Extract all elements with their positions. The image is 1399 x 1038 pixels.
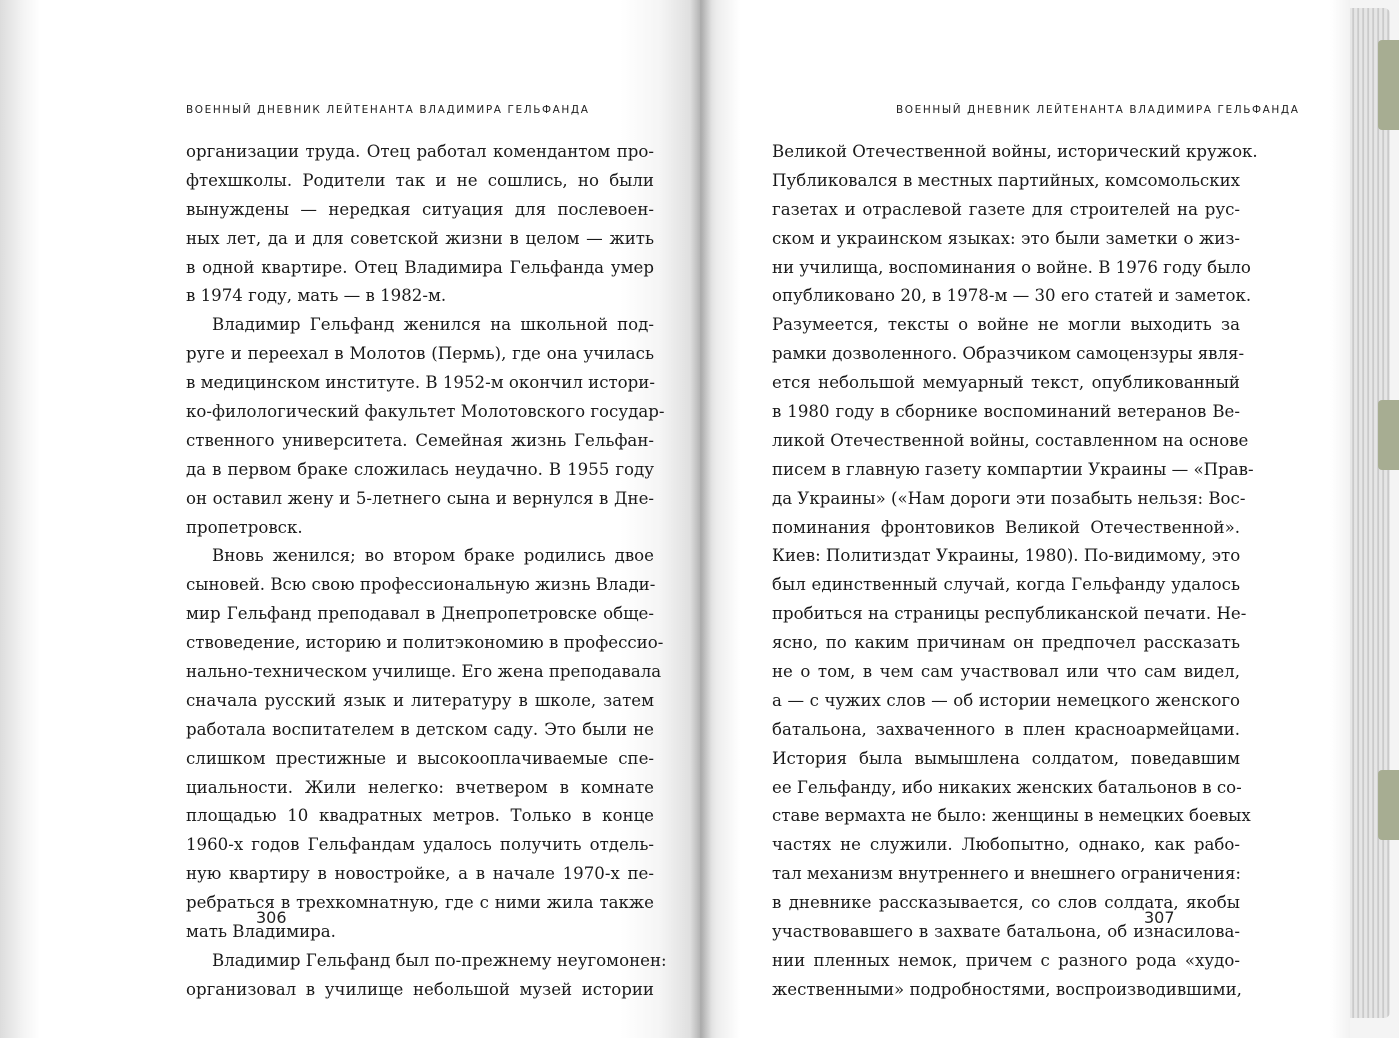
text-line: площадью 10 квадратных метров. Только в конце — [186, 806, 654, 826]
page-edges — [1350, 8, 1390, 1018]
text-line: батальона, захваченного в плен красноармейцами. — [772, 719, 1240, 739]
text-line: работала воспитателем в детском саду. Это были не — [186, 719, 654, 739]
text-line: он оставил жену и 5-летнего сына и вернулся в Дне- — [186, 488, 654, 508]
text-line: частях не служили. Любопытно, однако, как рабо- — [772, 835, 1240, 855]
text-line: сыновей. Всю свою профессиональную жизнь Влади- — [186, 575, 656, 595]
edge-tab-top — [1378, 40, 1399, 130]
text-line: писем в главную газету компартии Украины — «Прав- — [772, 459, 1254, 479]
text-line: да Украины» («Нам дороги эти позабыть нельзя: Вос- — [772, 488, 1246, 508]
text-line: организовал в училище небольшой музей истории — [186, 979, 654, 999]
text-line: мир Гельфанд преподавал в Днепропетровске обще- — [186, 604, 654, 624]
right-page — [700, 0, 1350, 1038]
edge-tab-middle — [1378, 400, 1399, 470]
text-line: руге и переехал в Молотов (Пермь), где она училась — [186, 344, 654, 364]
text-line: ных лет, да и для советской жизни в целом — жить — [186, 228, 654, 248]
text-line: ни училища, воспоминания о войне. В 1976 году было — [772, 257, 1251, 277]
text-line: вынуждены — нередкая ситуация для послевоен- — [186, 199, 654, 219]
text-line: ко-филологический факультет Молотовского государ- — [186, 402, 665, 422]
text-line: пробиться на страницы республиканской печати. Не- — [772, 604, 1247, 624]
edge-tab-bottom — [1378, 770, 1399, 840]
text-line: да в первом браке сложилась неудачно. В 1955 году — [186, 459, 654, 479]
gutter-shadow — [690, 0, 712, 1038]
text-line: организации труда. Отец работал комендантом про- — [186, 142, 654, 161]
text-line: ется небольшой мемуарный текст, опубликованный — [772, 373, 1240, 393]
text-line: в 1974 году, мать — в 1982-м. — [186, 286, 447, 306]
text-line: ную квартиру в новостройке, а в начале 1970-х пе- — [186, 864, 654, 884]
right-body-text — [772, 138, 1258, 1005]
text-line: Великой Отечественной войны, исторический кружок. — [772, 142, 1258, 161]
text-line: ликой Отечественной войны, составленном на основе — [772, 430, 1249, 450]
text-line: Вновь женился; во втором браке родились двое — [212, 546, 654, 566]
text-line: слишком престижные и высокооплачиваемые спе- — [186, 748, 654, 768]
text-line: газетах и отраслевой газете для строителей на рус- — [772, 199, 1240, 219]
text-line: Владимир Гельфанд был по-прежнему неугомонен: — [212, 950, 667, 970]
text-line: нии пленных немок, причем с разного рода «худо- — [772, 950, 1240, 970]
text-line: поминания фронтовиков Великой Отечественной». — [772, 517, 1240, 537]
text-line: ее Гельфанду, ибо никаких женских батальонов в со- — [772, 777, 1242, 797]
text-line: ребраться в трехкомнатную, где с ними жила также — [186, 893, 654, 913]
left-running-head: ВОЕННЫЙ ДНЕВНИК ЛЕЙТЕНАНТА ВЛАДИМИРА ГЕЛЬФАНДА — [186, 104, 590, 116]
text-line: рамки дозволенного. Образчиком самоцензуры явля- — [772, 344, 1245, 364]
text-line: в медицинском институте. В 1952-м окончил истори- — [186, 373, 655, 393]
text-line: ставе вермахта не было: женщины в немецких боевых — [772, 806, 1251, 826]
text-line: участвовавшего в захвате батальона, об изнасилова- — [772, 922, 1240, 942]
right-page-number: 307 — [1144, 908, 1175, 927]
text-line: а — с чужих слов — об истории немецкого женского — [772, 690, 1240, 710]
text-line: опубликовано 20, в 1978-м — 30 его статей и заметок. — [772, 286, 1252, 306]
text-line: мать Владимира. — [186, 922, 336, 942]
text-line: сначала русский язык и литературу в школе, затем — [186, 690, 654, 710]
left-body-text — [186, 138, 667, 1005]
text-line: История была вымышлена солдатом, поведавшим — [772, 748, 1240, 768]
text-line: циальности. Жили нелегко: вчетвером в комнате — [186, 777, 654, 797]
text-line: в одной квартире. Отец Владимира Гельфанда умер — [186, 257, 654, 277]
text-line: нально-техническом училище. Его жена преподавала — [186, 662, 662, 682]
text-line: был единственный случай, когда Гельфанду удалось — [772, 575, 1240, 595]
text-line: Разумеется, тексты о войне не могли выходить за — [772, 315, 1240, 335]
text-line: в 1980 году в сборнике воспоминаний ветеранов Ве- — [772, 402, 1240, 422]
text-line: жественными» подробностями, воспроизводившими, — [772, 979, 1242, 999]
text-line: тал механизм внутреннего и внешнего ограничения: — [772, 864, 1242, 884]
text-line: ствоведение, историю и политэкономию в профессио- — [186, 633, 664, 653]
right-running-head: ВОЕННЫЙ ДНЕВНИК ЛЕЙТЕНАНТА ВЛАДИМИРА ГЕЛЬФАНДА — [896, 104, 1300, 116]
left-page-number: 306 — [256, 908, 287, 927]
text-line: Владимир Гельфанд женился на школьной под- — [212, 315, 654, 335]
text-line: не о том, в чем сам участвовал или что сам видел, — [772, 662, 1240, 682]
text-line: 1960-х годов Гельфандам удалось получить отдель- — [186, 835, 654, 855]
text-line: ясно, по каким причинам он предпочел рассказать — [772, 633, 1240, 653]
text-line: Киев: Политиздат Украины, 1980). По-видимому, это — [772, 546, 1241, 566]
text-line: пропетровск. — [186, 517, 303, 537]
text-line: в дневнике рассказывается, со слов солдата, якобы — [772, 893, 1240, 913]
text-line: фтехшколы. Родители так и не сошлись, но были — [186, 170, 654, 190]
text-line: ственного университета. Семейная жизнь Гельфан- — [186, 430, 654, 450]
text-line: Публиковался в местных партийных, комсомольских — [772, 170, 1240, 190]
text-line: ском и украинском языках: это были заметки о жиз- — [772, 228, 1240, 248]
